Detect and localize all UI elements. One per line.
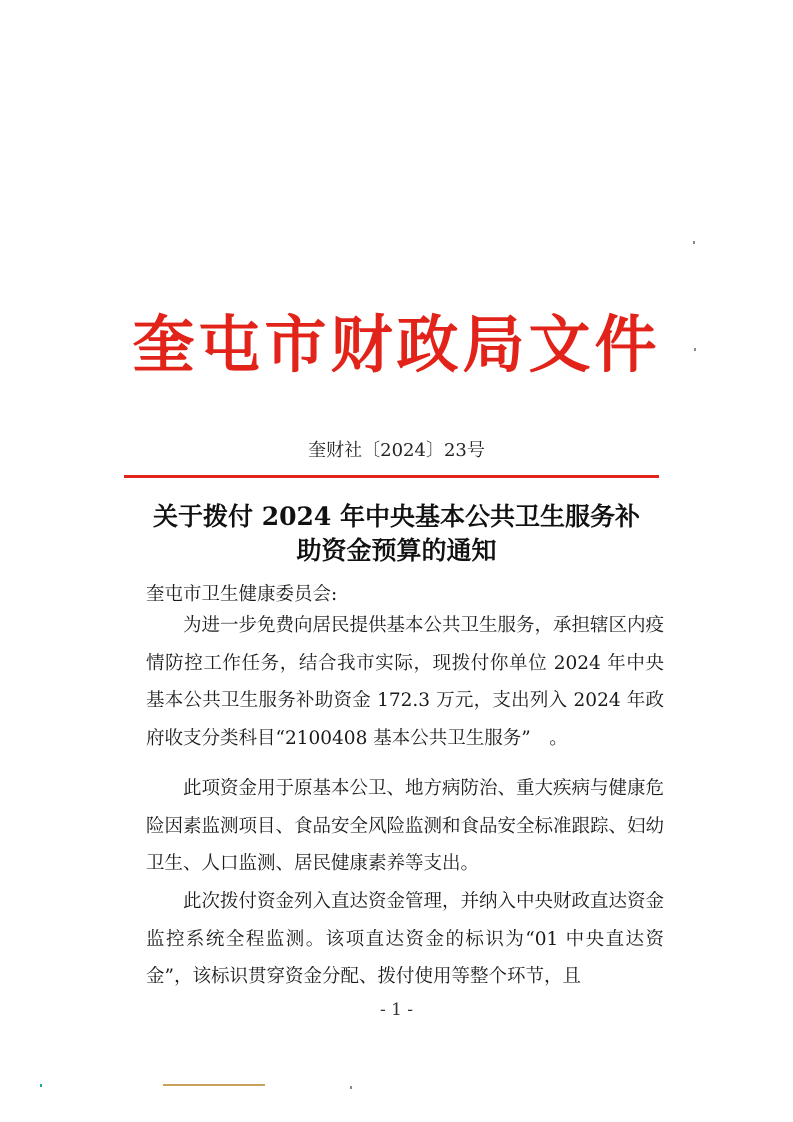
scan-artifact-dot xyxy=(350,1086,352,1089)
page-number: - 1 - xyxy=(379,1000,414,1020)
paragraph-1: 为进一步免费向居民提供基本公共卫生服务，承担辖区内疫情防控工作任务，结合我市实际，现拨付你单位 2024 年中央基本公共卫生服务补助资金 172.3 万元，支出列入 2024 年政府收支分类科目“2100408 基本公共卫生服务” 。 xyxy=(146,615,665,749)
scan-artifact-dot xyxy=(694,348,696,351)
document-number: 奎财社〔2024〕23号 xyxy=(308,440,485,461)
salutation: 奎屯市卫生健康委员会: xyxy=(146,584,338,605)
title-line-1: 关于拨付 2024 年中央基本公共卫生服务补 xyxy=(153,502,640,531)
scan-artifact-line xyxy=(163,1084,265,1086)
scan-artifact-dot xyxy=(40,1084,42,1087)
document-title xyxy=(120,500,673,568)
masthead-title: 奎屯市财政局文件 xyxy=(132,308,661,381)
scan-artifact-dot xyxy=(693,241,695,244)
paragraph-2: 此项资金用于原基本公卫、地方病防治、重大疾病与健康危险因素监测项目、食品安全风险监测和食品安全标准跟踪、妇幼卫生、人口监测、居民健康素养等支出。 xyxy=(146,778,665,874)
title-line-2: 助资金预算的通知 xyxy=(296,536,497,565)
red-divider-rule xyxy=(124,475,659,478)
paragraph-3: 此次拨付资金列入直达资金管理，并纳入中央财政直达资金监控系统全程监测。该项直达资金的标识为“01 中央直达资金”，该标识贯穿资金分配、拨付使用等整个环节，且 xyxy=(146,891,665,987)
